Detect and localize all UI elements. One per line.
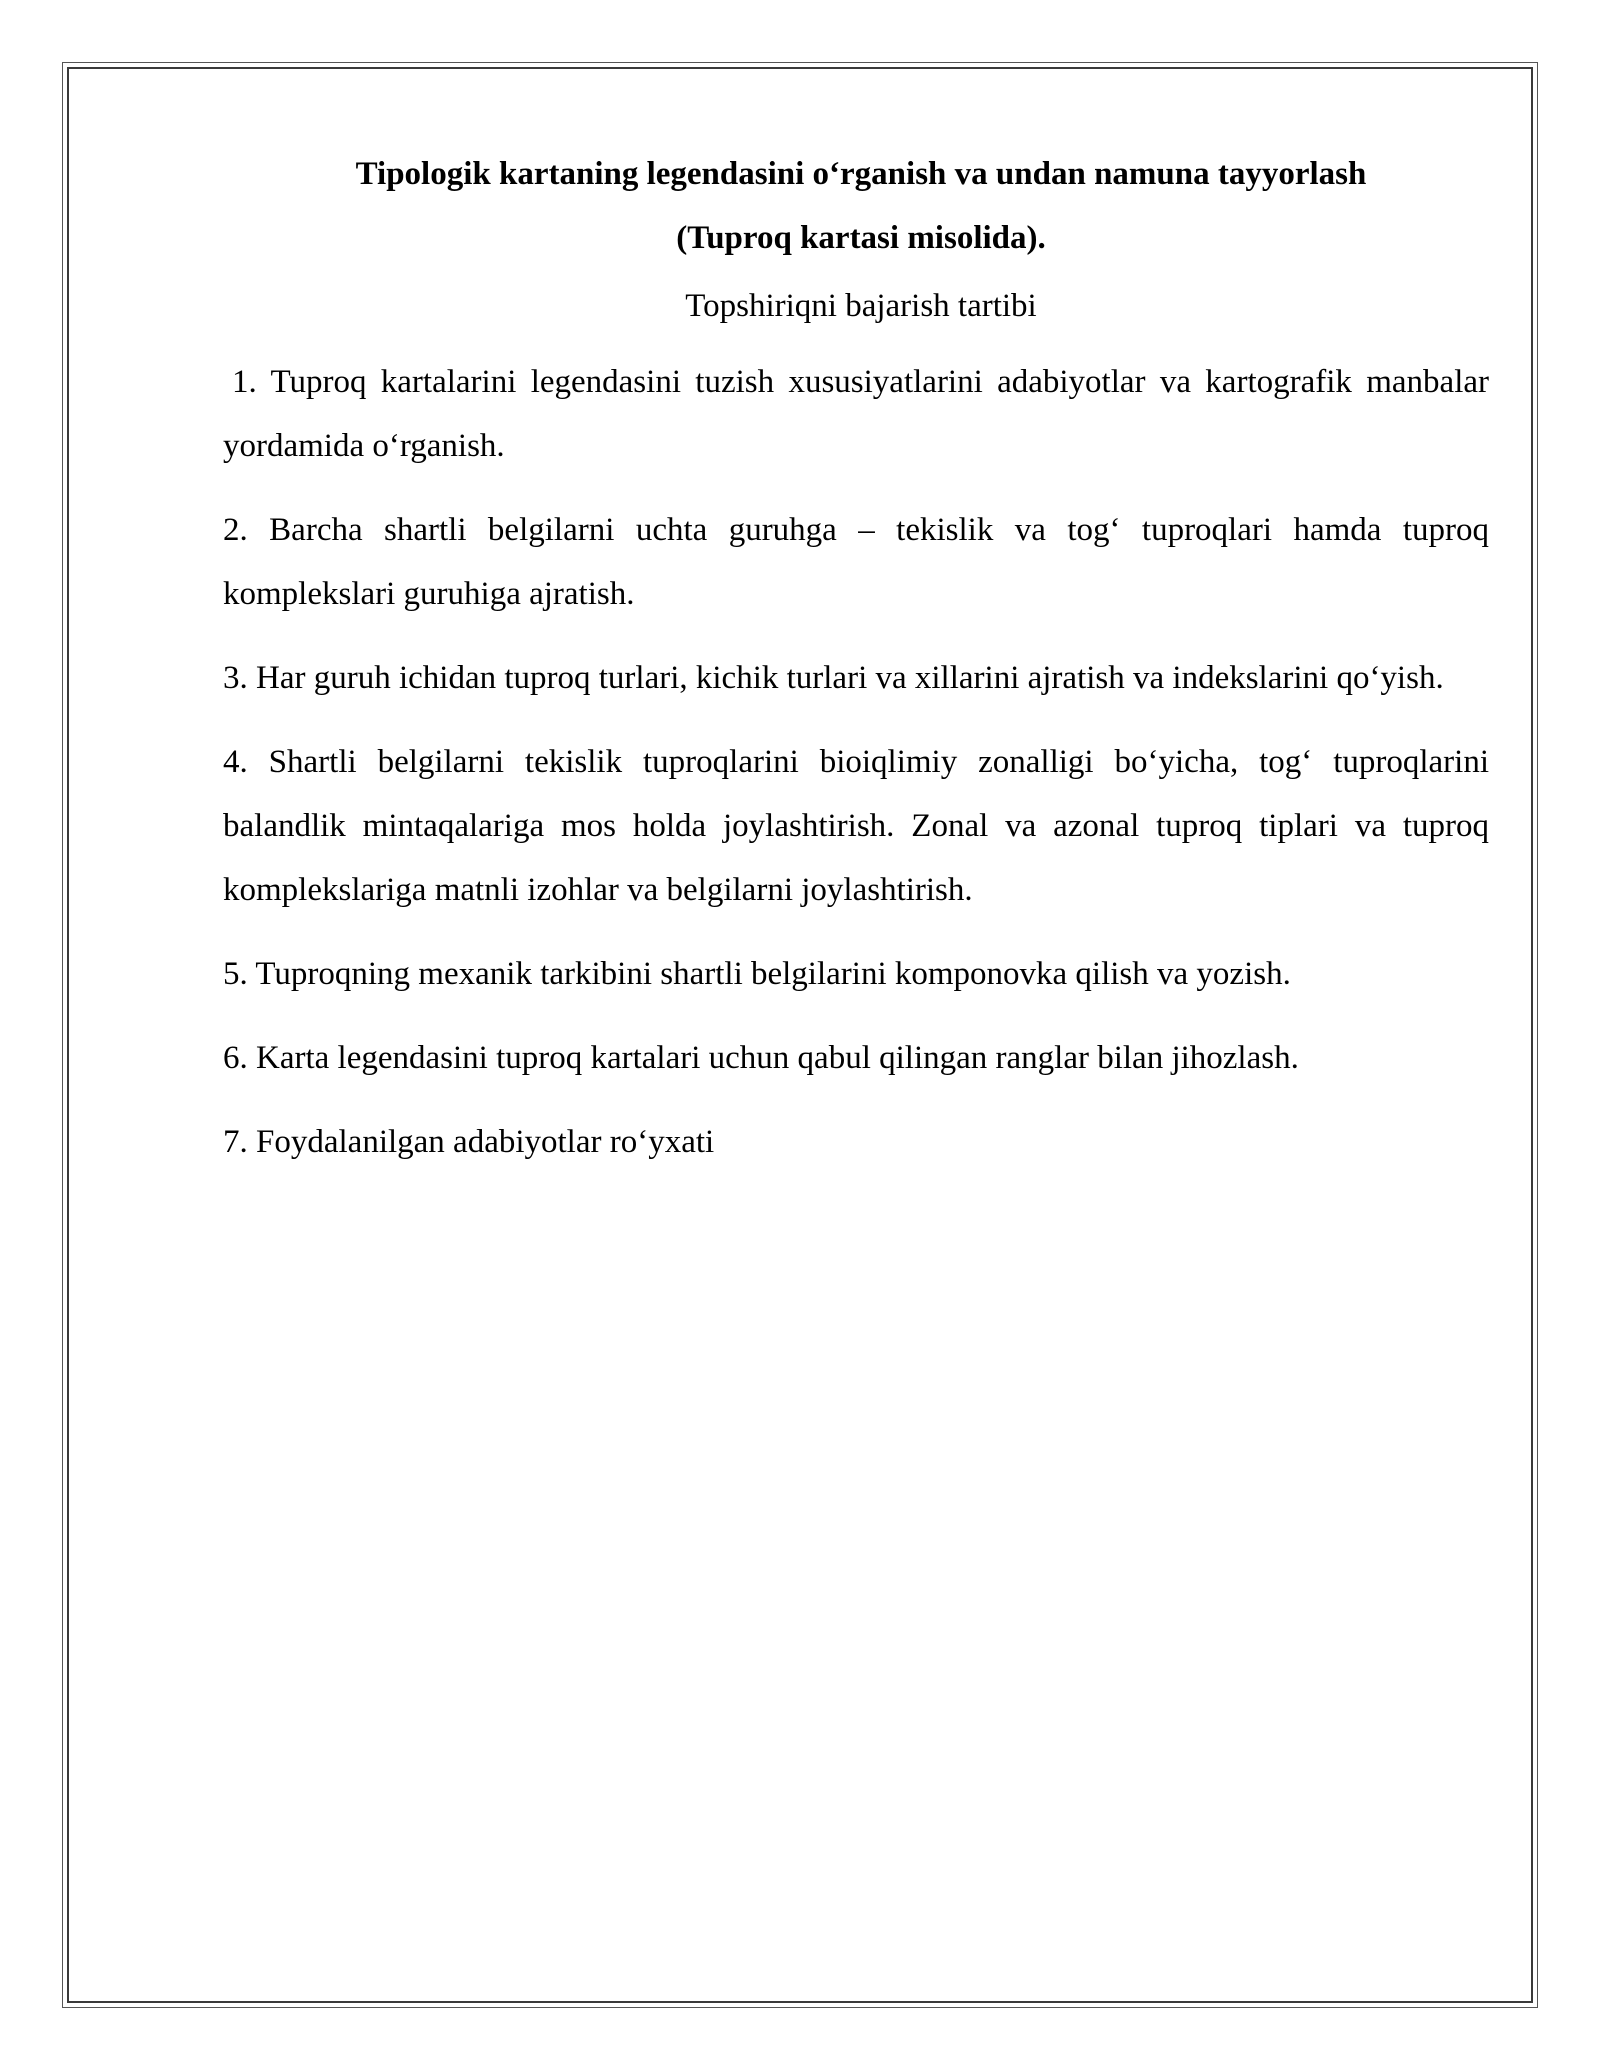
- step-item-2: 2. Barcha shartli belgilarni uchta guruhga – tekislik va tog‘ tuproqlari hamda tuproq komplekslari guruhiga ajratish.: [223, 512, 1489, 612]
- step-item-1: 1. Tuproq kartalarini legendasini tuzish xususiyatlarini adabiyotlar va kartografik manbalar yordamida o‘rganish.: [223, 364, 1489, 464]
- title-line-1: Tipologik kartaning legendasini o‘rganish va undan namuna tayyorlash: [355, 156, 1367, 192]
- title-line-2: (Tuproq kartasi misolida).: [676, 220, 1046, 256]
- document-subtitle: Topshiriqni bajarish tartibi: [685, 288, 1037, 324]
- step-item-5: 5. Tuproqning mexanik tarkibini shartli belgilarini komponovka qilish va yozish.: [223, 956, 1291, 992]
- document-body: [223, 142, 1489, 1194]
- document-title: [223, 142, 1489, 270]
- step-item-6: 6. Karta legendasini tuproq kartalari uchun qabul qilingan ranglar bilan jihozlash.: [223, 1040, 1299, 1076]
- step-item-7: 7. Foydalanilgan adabiyotlar ro‘yxati: [223, 1124, 715, 1160]
- step-item-3: 3. Har guruh ichidan tuproq turlari, kichik turlari va xillarini ajratish va indekslarini qo‘yish.: [223, 660, 1444, 696]
- step-item-4: 4. Shartli belgilarni tekislik tuproqlarini bioiqlimiy zonalligi bo‘yicha, tog‘ tuproqlarini balandlik mintaqalariga mos holda joylashtirish. Zonal va azonal tuproq tiplari va tuproq komplekslariga matnli izohlar va belgilarni joylashtirish.: [223, 744, 1489, 908]
- steps-list: [223, 350, 1489, 1174]
